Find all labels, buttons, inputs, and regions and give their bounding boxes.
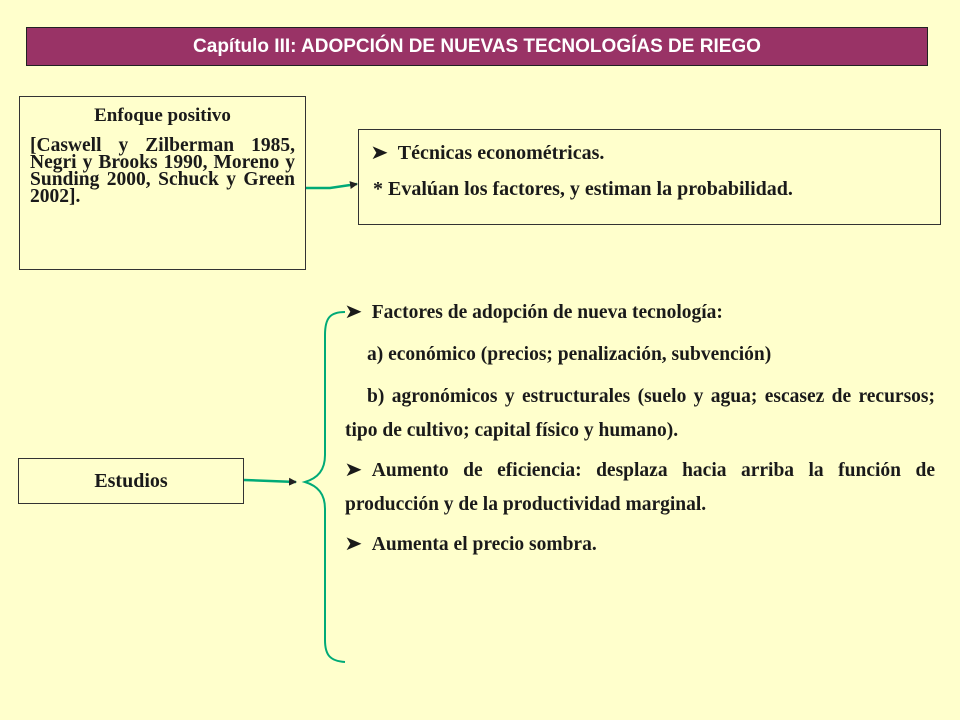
curly-brace	[305, 312, 345, 662]
page-title: Capítulo III: ADOPCIÓN DE NUEVAS TECNOLOGÍAS DE RIEGO	[26, 27, 928, 66]
arrowhead-bullet-icon: ➤	[370, 140, 389, 164]
arrowhead-bullet-icon: ➤	[344, 299, 363, 323]
enfoque-heading: Enfoque positivo	[94, 105, 231, 126]
precio-text: Aumenta el precio sombra.	[371, 534, 597, 555]
factors-list	[345, 294, 935, 562]
tecnicas-line-1-text: Técnicas econométricas.	[397, 142, 605, 164]
precio-item	[345, 526, 935, 562]
arrow-enfoque-to-tecnicas	[306, 184, 357, 188]
eficiencia-item	[345, 452, 935, 522]
estudios-label: Estudios	[94, 469, 168, 492]
arrow-estudios-to-factors	[244, 480, 296, 482]
factor-a: a) económico (precios; penalización, subvención)	[367, 344, 772, 365]
factors-heading	[345, 294, 935, 330]
factor-b: b) agronómicos y estructurales (suelo y agua; escasez de recursos; tipo de cultivo; capital físico y humano).	[345, 386, 935, 441]
arrowhead-bullet-icon: ➤	[344, 457, 363, 481]
eficiencia-text: Aumento de eficiencia: desplaza hacia arriba la función de producción y de la productividad marginal.	[345, 460, 935, 515]
factors-heading-text: Factores de adopción de nueva tecnología:	[371, 302, 723, 323]
tecnicas-line-2: * Evalúan los factores, y estiman la probabilidad.	[373, 178, 793, 200]
arrowhead-bullet-icon: ➤	[344, 531, 363, 555]
enfoque-references: [Caswell y Zilberman 1985, Negri y Brooks 1990, Moreno y Sunding 2000, Schuck y Green 2002].	[30, 135, 295, 207]
